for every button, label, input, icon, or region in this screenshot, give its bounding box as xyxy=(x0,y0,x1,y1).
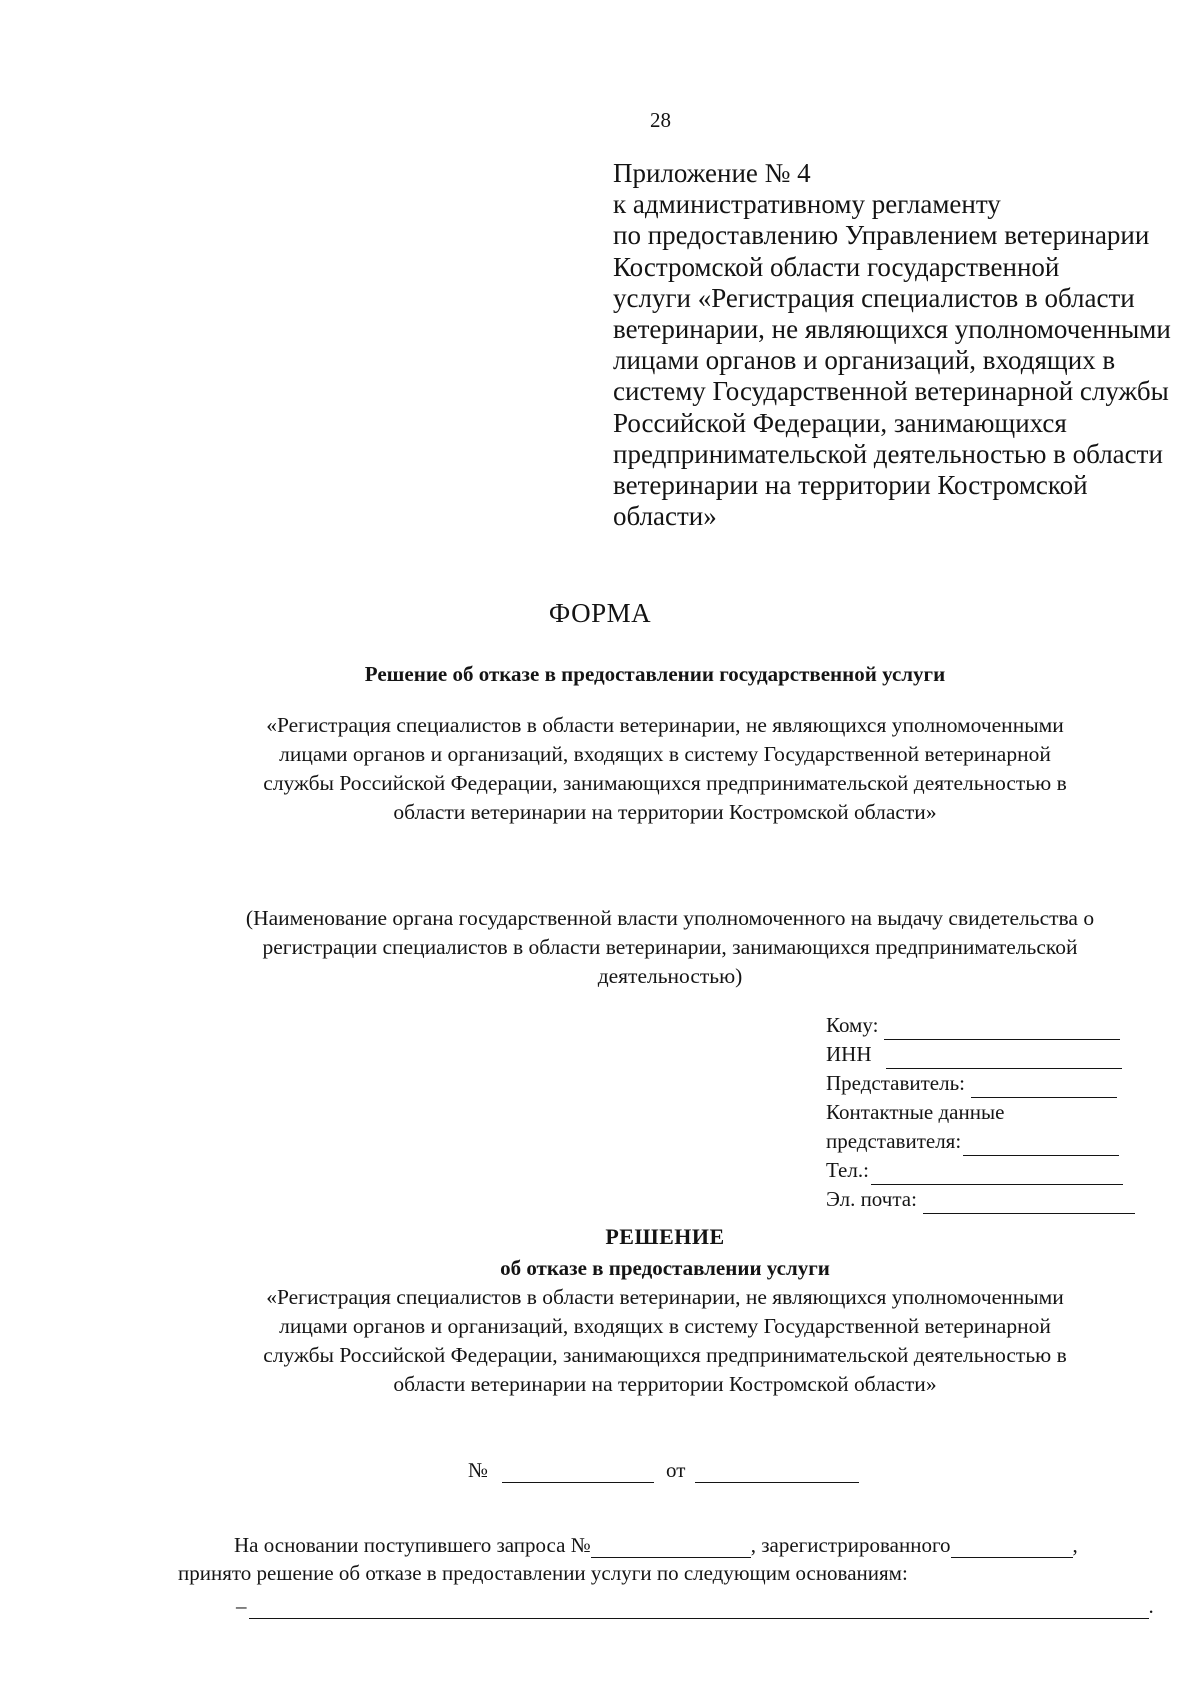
service-line: службы Российской Федерации, занимающихся предпринимательской деятельностью в xyxy=(263,771,1067,795)
phone-row xyxy=(826,1156,1156,1185)
appendix-block xyxy=(613,158,1183,532)
form-label: ФОРМА xyxy=(548,598,652,628)
service-name-block xyxy=(0,711,1200,827)
inn-field[interactable] xyxy=(886,1048,1122,1069)
decision-title: Решение об отказе в предоставлении государственной услуги xyxy=(364,662,946,686)
authority-line: (Наименование органа государственной власти уполномоченного на выдачу свидетельства о xyxy=(245,906,1095,930)
decision-service-line: «Регистрация специалистов в области ветеринарии, не являющихся уполномоченными xyxy=(266,1285,1064,1309)
decision-service-line: лицами органов и организаций, входящих в систему Государственной ветеринарной xyxy=(279,1314,1051,1338)
contact-label: Контактные данные xyxy=(826,1100,1005,1124)
appendix-line: предпринимательской деятельностью в области xyxy=(613,438,1163,469)
decision-number-field[interactable] xyxy=(502,1462,654,1483)
inn-row xyxy=(826,1040,1156,1069)
appendix-line: систему Государственной ветеринарной службы xyxy=(613,376,1169,407)
decision-subheading: об отказе в предоставлении услуги xyxy=(500,1256,830,1280)
basis-second-line: принято решение об отказе в предоставлении услуги по следующим основаниям: xyxy=(178,1561,908,1585)
decision-number-row xyxy=(468,1458,859,1483)
authority-caption xyxy=(0,904,1200,991)
authority-line: деятельностью) xyxy=(597,964,743,988)
recipient-to-label: Кому: xyxy=(826,1013,879,1037)
decision-heading: РЕШЕНИЕ xyxy=(605,1224,725,1249)
basis-comma: , xyxy=(1072,1533,1078,1557)
contact-row xyxy=(826,1127,1156,1156)
representative-label: Представитель: xyxy=(826,1071,966,1095)
appendix-line: Приложение № 4 xyxy=(613,158,811,188)
phone-label: Тел.: xyxy=(826,1158,869,1182)
contact-label-continued: представителя: xyxy=(826,1129,962,1153)
basis-text-registered: , зарегистрированного xyxy=(750,1533,951,1557)
phone-field[interactable] xyxy=(871,1164,1123,1185)
reasons-dash: – xyxy=(236,1594,247,1618)
registration-field[interactable] xyxy=(951,1537,1073,1558)
decision-service-line: области ветеринарии на территории Костромской области» xyxy=(393,1372,937,1396)
decision-service-line: службы Российской Федерации, занимающихся предпринимательской деятельностью в xyxy=(263,1343,1067,1367)
decision-service-block xyxy=(0,1283,1200,1399)
decision-date-field[interactable] xyxy=(695,1462,859,1483)
request-number-field[interactable] xyxy=(591,1537,751,1558)
email-row xyxy=(826,1185,1156,1214)
representative-row xyxy=(826,1069,1156,1098)
reasons-period: . xyxy=(1148,1594,1154,1618)
service-line: «Регистрация специалистов в области ветеринарии, не являющихся уполномоченными xyxy=(266,713,1064,737)
recipient-to-field[interactable] xyxy=(884,1019,1120,1040)
number-label: № xyxy=(468,1458,489,1482)
email-field[interactable] xyxy=(923,1193,1135,1214)
appendix-line: Костромской области государственной xyxy=(613,251,1060,282)
appendix-line: области» xyxy=(613,501,717,532)
from-label: от xyxy=(666,1458,686,1482)
appendix-line: услуги «Регистрация специалистов в области xyxy=(613,282,1135,313)
basis-first-line xyxy=(234,1533,1078,1558)
appendix-line: ветеринарии, не являющихся уполномоченными xyxy=(613,314,1171,345)
inn-label: ИНН xyxy=(826,1042,872,1066)
appendix-line: Российской Федерации, занимающихся xyxy=(613,407,1067,438)
appendix-line: лицами органов и организаций, входящих в xyxy=(613,345,1116,376)
recipient-to-row xyxy=(826,1011,1156,1040)
service-line: лицами органов и организаций, входящих в систему Государственной ветеринарной xyxy=(279,742,1051,766)
appendix-line: ветеринарии на территории Костромской xyxy=(613,470,1088,501)
contact-field[interactable] xyxy=(963,1135,1119,1156)
appendix-line: по предоставлению Управлением ветеринарии xyxy=(613,220,1150,251)
recipient-block xyxy=(826,1011,1156,1214)
reasons-field[interactable] xyxy=(249,1598,1149,1619)
reasons-line xyxy=(236,1594,1154,1619)
representative-field[interactable] xyxy=(971,1077,1117,1098)
authority-line: регистрации специалистов в области ветеринарии, занимающихся предпринимательской xyxy=(262,935,1078,959)
contact-label-row xyxy=(826,1098,1156,1127)
service-line: области ветеринарии на территории Костромской области» xyxy=(393,800,937,824)
email-label: Эл. почта: xyxy=(826,1187,917,1211)
page-number: 28 xyxy=(650,108,671,132)
basis-text-request: На основании поступившего запроса № xyxy=(234,1533,591,1557)
appendix-line: к административному регламенту xyxy=(613,189,1001,220)
